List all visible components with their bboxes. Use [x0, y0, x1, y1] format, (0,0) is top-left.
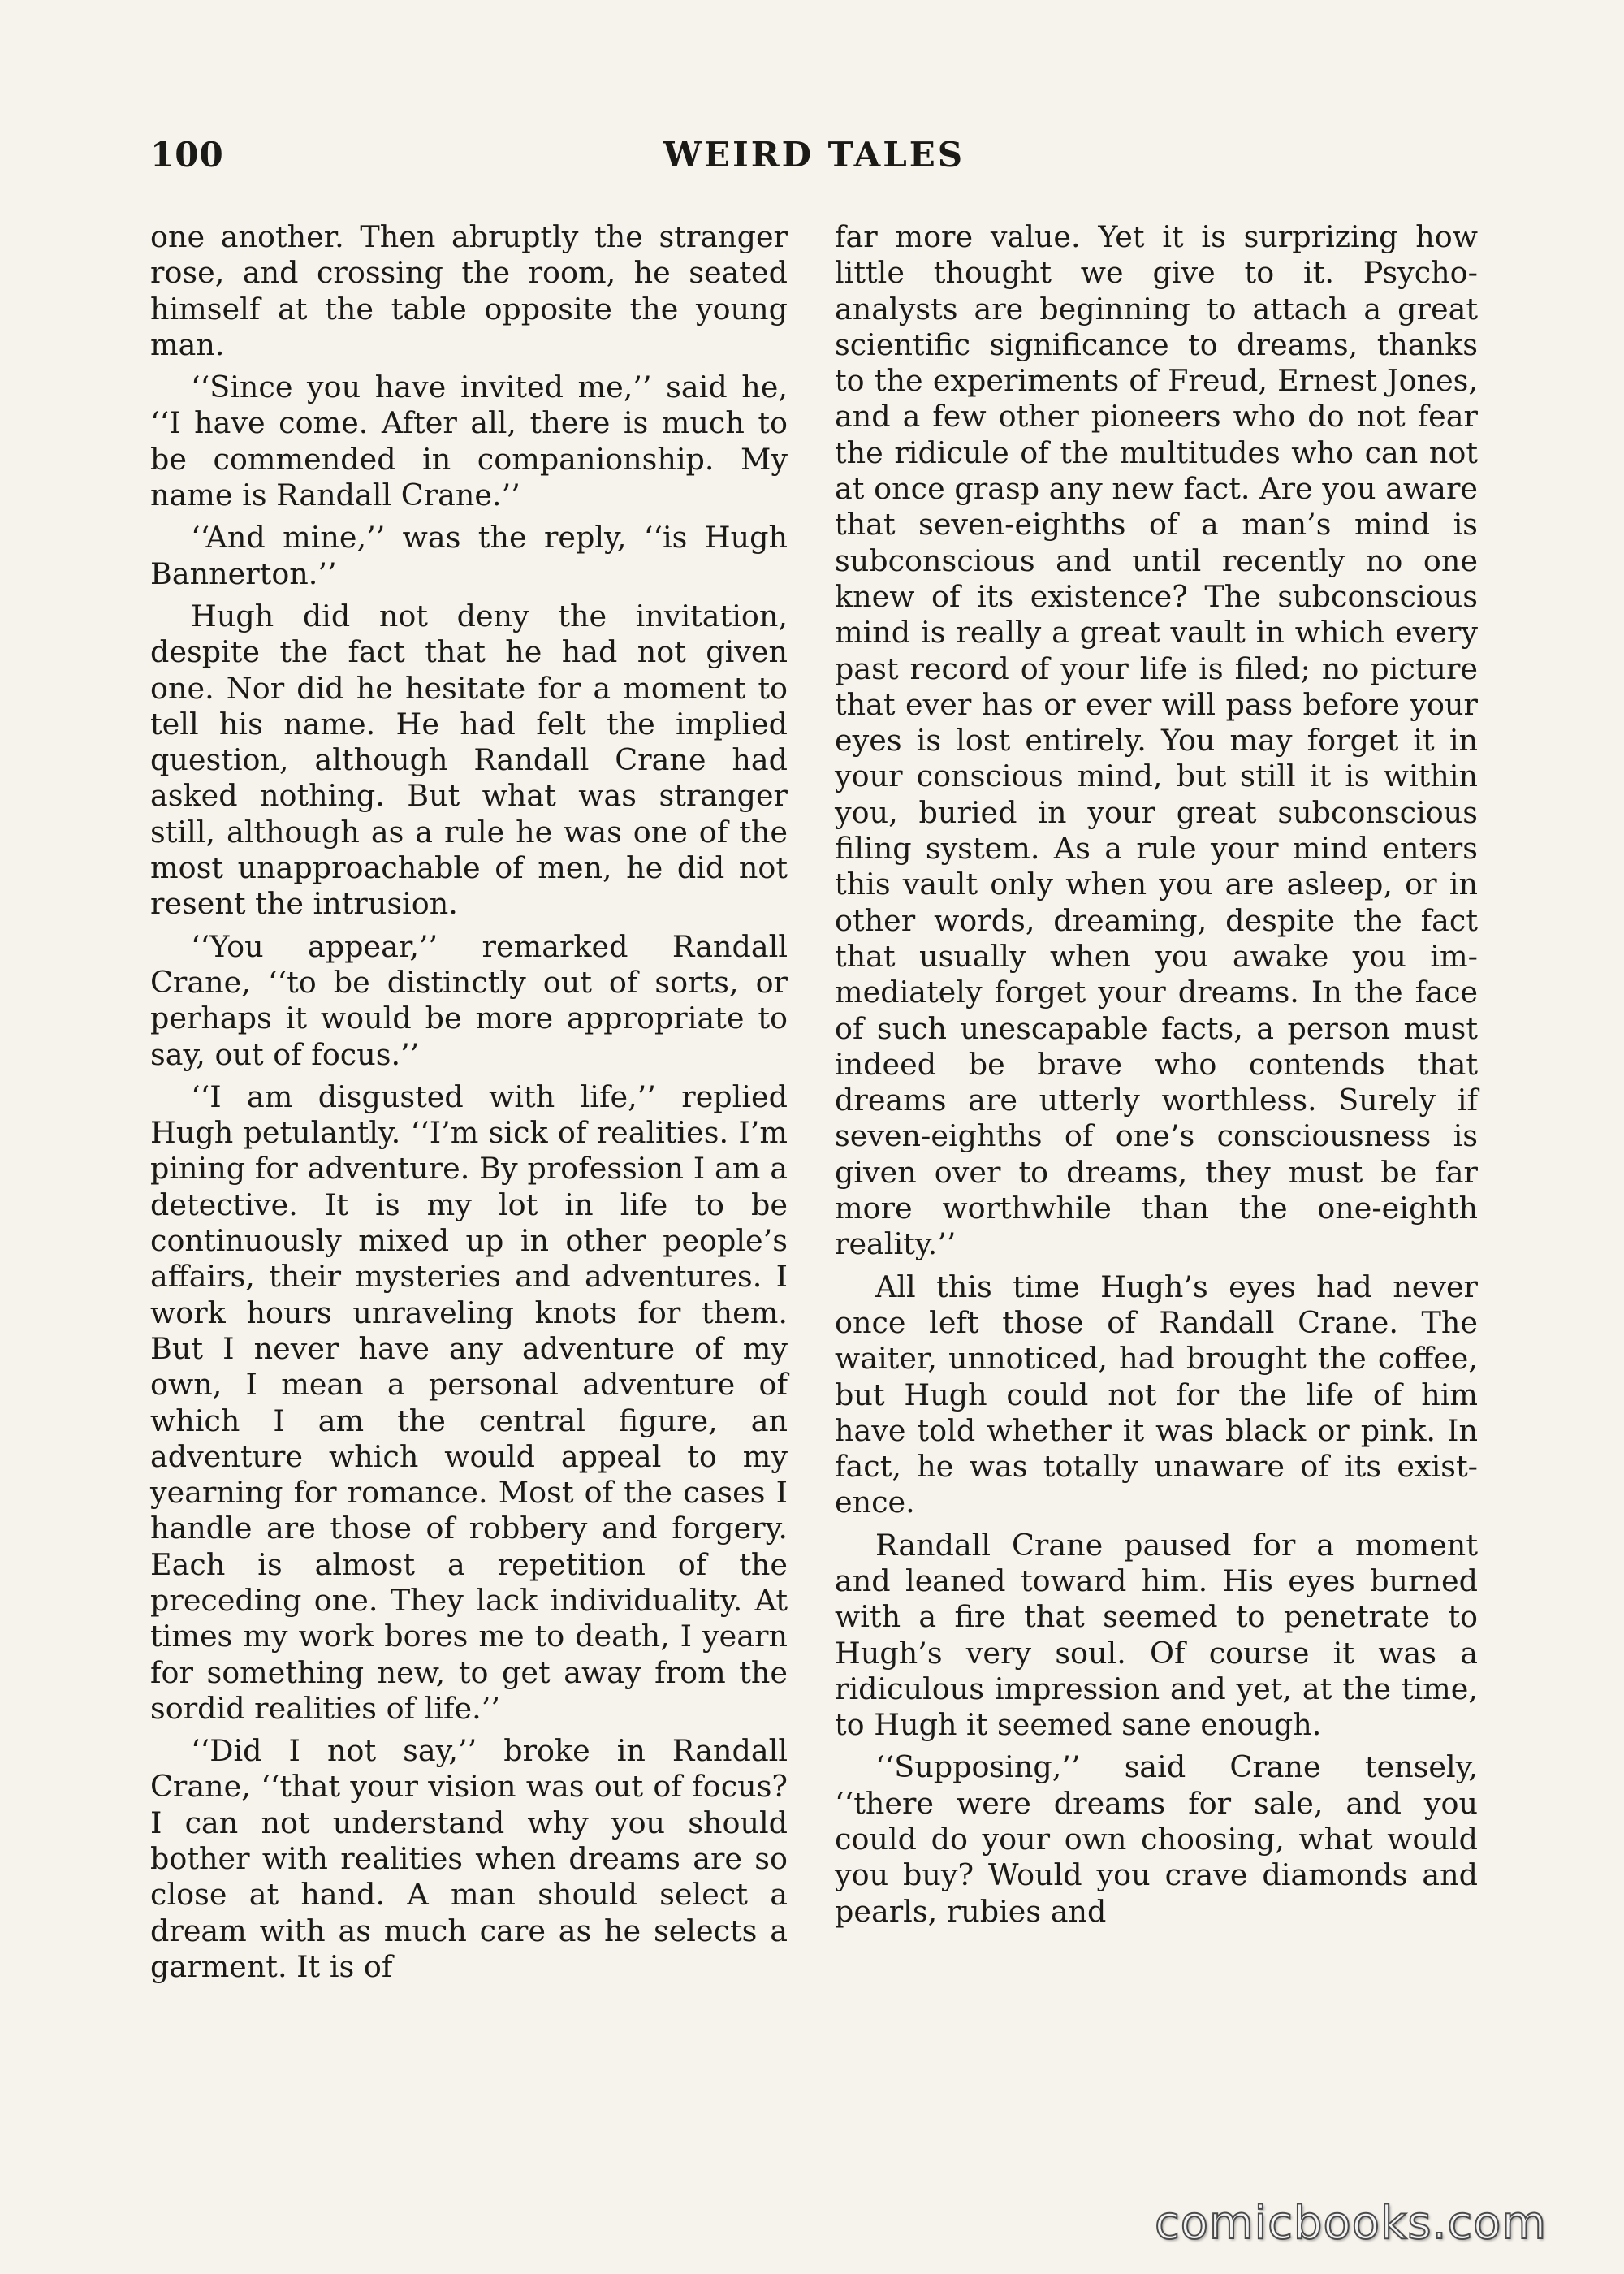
right-text-column [835, 219, 1478, 1936]
paragraph: ‘‘Did I not say,’’ broke in Randall Crane, ‘‘that your vision was out of focus? I can not understand why you should bother with realities when dreams are so close at hand. A man should select a dream with as much care as he selects a garment. It is of [150, 1733, 788, 1984]
paragraph: ‘‘Supposing,’’ said Crane tensely, ‘‘there were dreams for sale, and you could do your own choosing, what would you buy? Would you crave diamonds and pearls, rubies and [835, 1749, 1478, 1929]
page-header [150, 135, 1478, 184]
paragraph: one another. Then abruptly the stranger rose, and crossing the room, he seated himself at the table opposite the young man. [150, 219, 788, 362]
running-title: WEIRD TALES [663, 135, 965, 175]
paragraph: Hugh did not deny the invitation, despite the fact that he had not given one. Nor did he hesitate for a moment to tell his name. He had felt the implied question, although Randall Crane had asked nothing. But what was stranger still, although as a rule he was one of the most unapproachable of men, he did not resent the intrusion. [150, 598, 788, 922]
left-text-column [150, 219, 788, 1991]
paragraph: Randall Crane paused for a moment and leaned toward him. His eyes burned with a fire that seemed to penetrate to Hugh’s very soul. Of course it was a ridiculous impression and yet, at the time, to Hugh it seemed sane enough. [835, 1527, 1478, 1743]
paragraph: ‘‘Since you have invited me,’’ said he, ‘‘I have come. After all, there is much to be commended in companionship. My name is Randall Crane.’’ [150, 370, 788, 513]
paragraph: All this time Hugh’s eyes had never once left those of Randall Crane. The waiter, unnoticed, had brought the coffee, but Hugh could not for the life of him have told whether it was black or pink. In fact, he was totally unaware of its existence. [835, 1269, 1478, 1520]
page-number: 100 [150, 135, 224, 175]
paragraph: far more value. Yet it is surprizing how little thought we give to it. Psycho-analysts are beginning to attach a great scientific significance to dreams, thanks to the experiments of Freud, Ernest Jones, and a few other pioneers who do not fear the ridicule of the multitudes who can not at once grasp any new fact. Are you aware that seven-eighths of a man’s mind is subconscious and until recently no one knew of its existence? The subconscious mind is really a great vault in which every past record of your life is filed; no picture that ever has or ever will pass before your eyes is lost entirely. You may forget it in your conscious mind, but still it is within you, buried in your great subconscious filing system. As a rule your mind enters this vault only when you are asleep, or in other words, dreaming, despite the fact that usually when you awake you immediately forget your dreams. In the face of such unescapable facts, a person must indeed be brave who contends that dreams are utterly worthless. Surely if seven-eighths of one’s consciousness is given over to dreams, they must be far more worthwhile than the one-eighth reality.’’ [835, 219, 1478, 1262]
paragraph: ‘‘You appear,’’ remarked Randall Crane, ‘‘to be distinctly out of sorts, or perhaps it would be more appropriate to say, out of focus.’’ [150, 928, 788, 1072]
paragraph: ‘‘I am disgusted with life,’’ replied Hugh petulantly. ‘‘I’m sick of realities. I’m pining for adventure. By profession I am a detective. It is my lot in life to be continuously mixed up in other people’s affairs, their mysteries and adventures. I work hours unraveling knots for them. But I never have any adventure of my own, I mean a personal adventure of which I am the central figure, an adventure which would appeal to my yearning for romance. Most of the cases I handle are those of robbery and forgery. Each is almost a repetition of the preceding one. They lack individuality. At times my work bores me to death, I yearn for something new, to get away from the sordid realities of life.’’ [150, 1079, 788, 1726]
site-watermark: comicbooks.com [1154, 2197, 1547, 2250]
paragraph: ‘‘And mine,’’ was the reply, ‘‘is Hugh Bannerton.’’ [150, 520, 788, 591]
